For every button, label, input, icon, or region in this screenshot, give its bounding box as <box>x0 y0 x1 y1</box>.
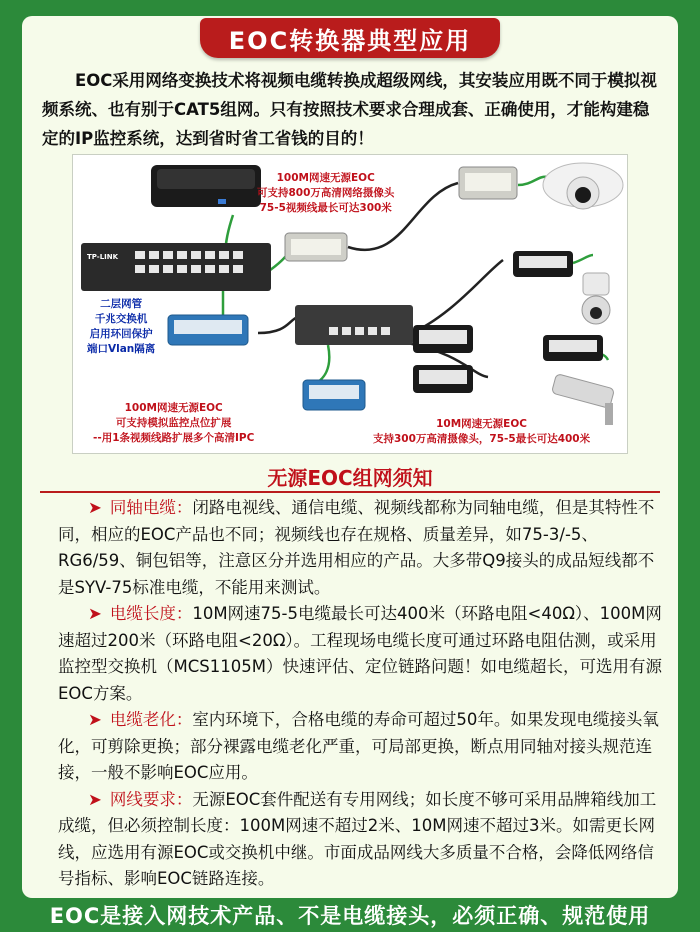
arrow-icon: ➤ <box>88 710 102 729</box>
eoc-adapter-left-icon <box>168 315 248 345</box>
nvr-device-icon <box>151 165 261 207</box>
eoc-adapter-right-mid-icon <box>413 325 473 353</box>
note-cable-aging: ➤ 电缆老化：室内环境下，合格电缆的寿命可超过50年。如果发现电缆接头氧化，可剪除更换；部分裸露电缆老化严重，可局部更换，断点用同轴对接头规范连接，一般不影响EOC应用。 <box>58 710 659 782</box>
cable-poe-eoc <box>313 345 329 385</box>
coax-right-1 <box>408 260 503 335</box>
section-title: 无源EOC组网须知 <box>267 466 433 490</box>
section-divider <box>40 491 660 493</box>
notes-list <box>58 495 664 893</box>
note-network-cable: ➤ 网线要求：无源EOC套件配送有专用网线；如长度不够可采用品牌箱线加工成缆，但必须控制长度：100M网速不超过2米、10M网速不超过3米。如需更长网线，应选用有源EOC或交换机中继。市面成品网线大多质量不合格，会降低网络信号指标、影响EOC链路连接。 <box>58 789 657 888</box>
arrow-icon: ➤ <box>88 498 102 517</box>
eoc-adapter-top-icon <box>285 233 347 261</box>
poe-switch-icon <box>295 305 413 345</box>
switch-device-icon <box>81 243 271 291</box>
intro-paragraph: EOC采用网络变换技术将视频电缆转换成超级网线，其安装应用既不同于模拟视频系统、也有别于CAT5组网。只有按照技术要求合理成套、正确使用，才能构建稳定的IP监控系统，达到省时省工省钱的目的！ <box>42 71 657 148</box>
eoc-adapter-right-low-icon <box>413 365 473 393</box>
network-diagram <box>72 154 628 454</box>
ptz-camera-icon <box>582 273 610 324</box>
eoc-adapter-bullet-icon <box>543 335 603 361</box>
page-title: EOC转换器典型应用 <box>200 18 500 58</box>
arrow-icon: ➤ <box>88 604 102 623</box>
label-top: 100M网速无源EOC 可支持800万高清网络摄像头 75-5视频线最长可达300米 <box>257 172 395 214</box>
cable-eoc-ptz <box>573 255 593 263</box>
label-bottom-left: 100M网速无源EOC 可支持模拟监控点位扩展 --用1条视频线路扩展多个高清IPC <box>93 402 255 444</box>
label-bottom-right: 10M网速无源EOC 支持300万高清摄像头，75-5最长可达400米 <box>373 418 591 445</box>
eoc-adapter-right-top-icon <box>459 167 517 199</box>
arrow-icon: ➤ <box>88 789 102 809</box>
note-coax: ➤ 同轴电缆：闭路电视线、通信电缆、视频线都称为同轴电缆，但是其特性不同，相应的EOC产品也不同；视频线也存在规格、质量差异，如75-3/-5、RG6/59、铜包铝等，注意区分并选用相应的产品。大多带Q9接头的成品短线都不是SYV-75标准电缆，不能用来测试。 <box>58 498 655 597</box>
footer-slogan: EOC是接入网技术产品、不是电缆接头，必须正确、规范使用 <box>49 904 651 928</box>
note-cable-length: ➤ 电缆长度：10M网速75-5电缆最长可达400米（环路电阻<40Ω）、100M网速超过200米（环路电阻<20Ω）。工程现场电缆长度可通过环路电阻估测，或采用监控型交换机（MCS1105M）快速评估、定位链路问题！如电缆超长，可选用有源EOC方案。 <box>58 604 662 703</box>
eoc-adapter-bottom-icon <box>303 380 365 410</box>
switch-brand-label: TP-LINK <box>87 253 119 261</box>
eoc-adapter-ptz-icon <box>513 251 573 277</box>
label-switch: 二层网管 千兆交换机 启用环回保护 端口Vlan隔离 <box>87 298 156 355</box>
dome-camera-icon <box>543 163 623 209</box>
